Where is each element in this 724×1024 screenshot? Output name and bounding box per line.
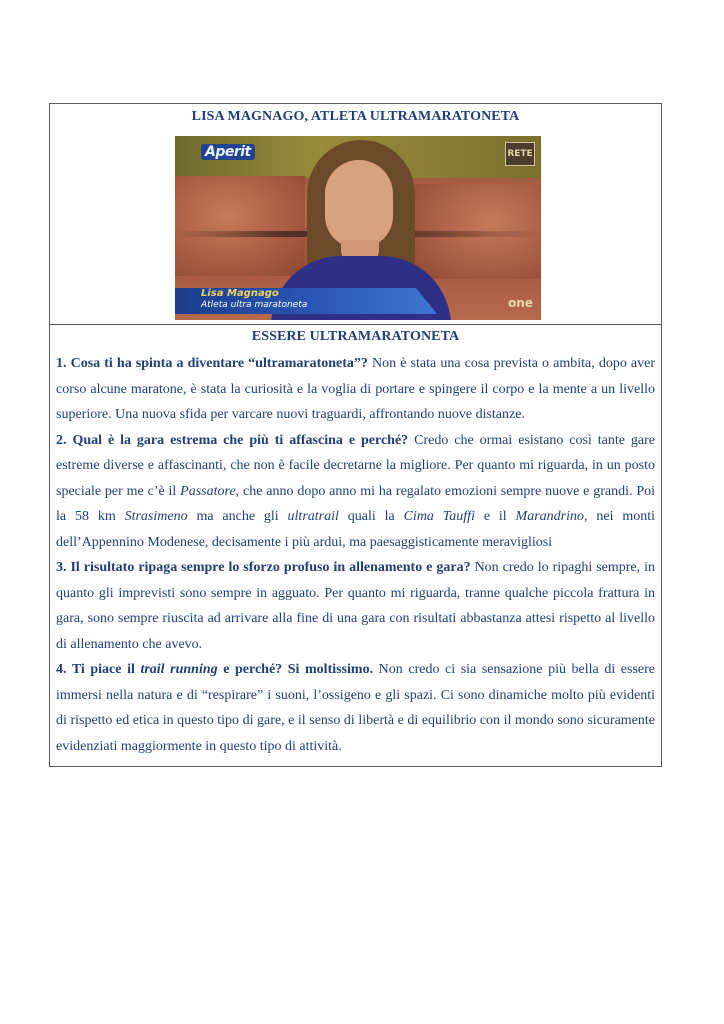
answer-2-part-7: quali la — [338, 509, 404, 524]
question-1: 1. Cosa ti ha spinta a diventare “ultramaratoneta”? — [56, 356, 368, 371]
answer-2-part-11: , nei monti dell’Appennino Modenese, decisamente i più ardui, ma paesaggisticamente meravigliosi — [56, 509, 655, 550]
qa-item-4 — [56, 657, 655, 759]
question-4-part-1: 4. Ti piace il — [56, 662, 141, 677]
question-3: 3. Il risultato ripaga sempre lo sforzo profuso in allenamento e gara? — [56, 560, 471, 575]
document-title: LISA MAGNAGO, ATLETA ULTRAMARATONETA — [191, 109, 520, 124]
tv-show-logo: Aperit — [201, 144, 255, 160]
question-4-trail-running: trail running — [140, 662, 218, 677]
answer-4: Non credo ci sia sensazione più bella di essere immersi nella natura e di “respirare” i suoni, l’ossigeno e gli spazi. Ci sono dinamiche molto più evidenti di rispetto ed etica in questo tipo di gare, e il senso di libertà e di equilibrio con il mondo sono sicuramente evidenziati maggiormente in questo tipo di attività. — [56, 662, 655, 754]
answer-1: Non è stata una cosa prevista o ambita, dopo aver corso alcune maratone, è stata la curiosità e la voglia di portare e spingere il corpo e la mente a un livello superiore. Una nuova sfida per varcare nuovi traguardi, affrontando nuove distanze. — [56, 356, 656, 422]
interview-photo — [175, 136, 541, 320]
caption-role: Atleta ultra maratoneta — [201, 300, 308, 310]
interview-table — [49, 103, 662, 767]
section-title: ESSERE ULTRAMARATONETA — [251, 329, 460, 344]
answer-2-marandrino: Marandrino — [515, 509, 584, 524]
qa-item-2 — [56, 428, 655, 556]
qa-item-1 — [56, 351, 655, 428]
question-4-part-3: e perché? Si moltissimo. — [217, 662, 374, 677]
answer-2-strasimeno: Strasimeno — [124, 509, 188, 524]
answer-2-ultratrail: ultratrail — [287, 509, 339, 524]
person-face — [325, 160, 393, 248]
photo-rock-left — [175, 176, 305, 276]
answer-2-part-9: e il — [474, 509, 516, 524]
channel-bug: one — [508, 296, 533, 310]
answer-2-part-3: , che anno dopo anno mi ha regalato emozioni sempre nuove e grandi. Poi la 58 km — [56, 483, 655, 524]
body-cell — [50, 327, 661, 766]
answer-2-part-5: ma anche gli — [187, 509, 288, 524]
answer-3: Non credo lo ripaghi sempre, in quanto gli imprevisti sono sempre in agguato. Per quanto mi riguarda, tranne qualche piccola frattura in gara, sono sempre riuscita ad arrivare alla fine di una gara con risultati abbastanza attesi rispetto al livello di allenamento che avevo. — [56, 560, 656, 652]
qa-item-3 — [56, 555, 655, 657]
answer-2-passatore: Passatore — [180, 483, 236, 499]
question-2: 2. Qual è la gara estrema che più ti affascina e perché? — [56, 432, 409, 448]
caption-name: Lisa Magnago — [201, 288, 279, 299]
answer-2-cima-tauffi: Cima Tauffi — [403, 509, 475, 524]
answer-2-part-1: Credo che ormai esistano così tante gare estreme diverse e affascinanti, che non è facile decretarne la migliore. Per quanto mi riguarda, in un posto speciale per me c’è il — [56, 432, 656, 499]
header-cell — [50, 109, 661, 325]
channel-logo: RETE — [505, 142, 535, 166]
